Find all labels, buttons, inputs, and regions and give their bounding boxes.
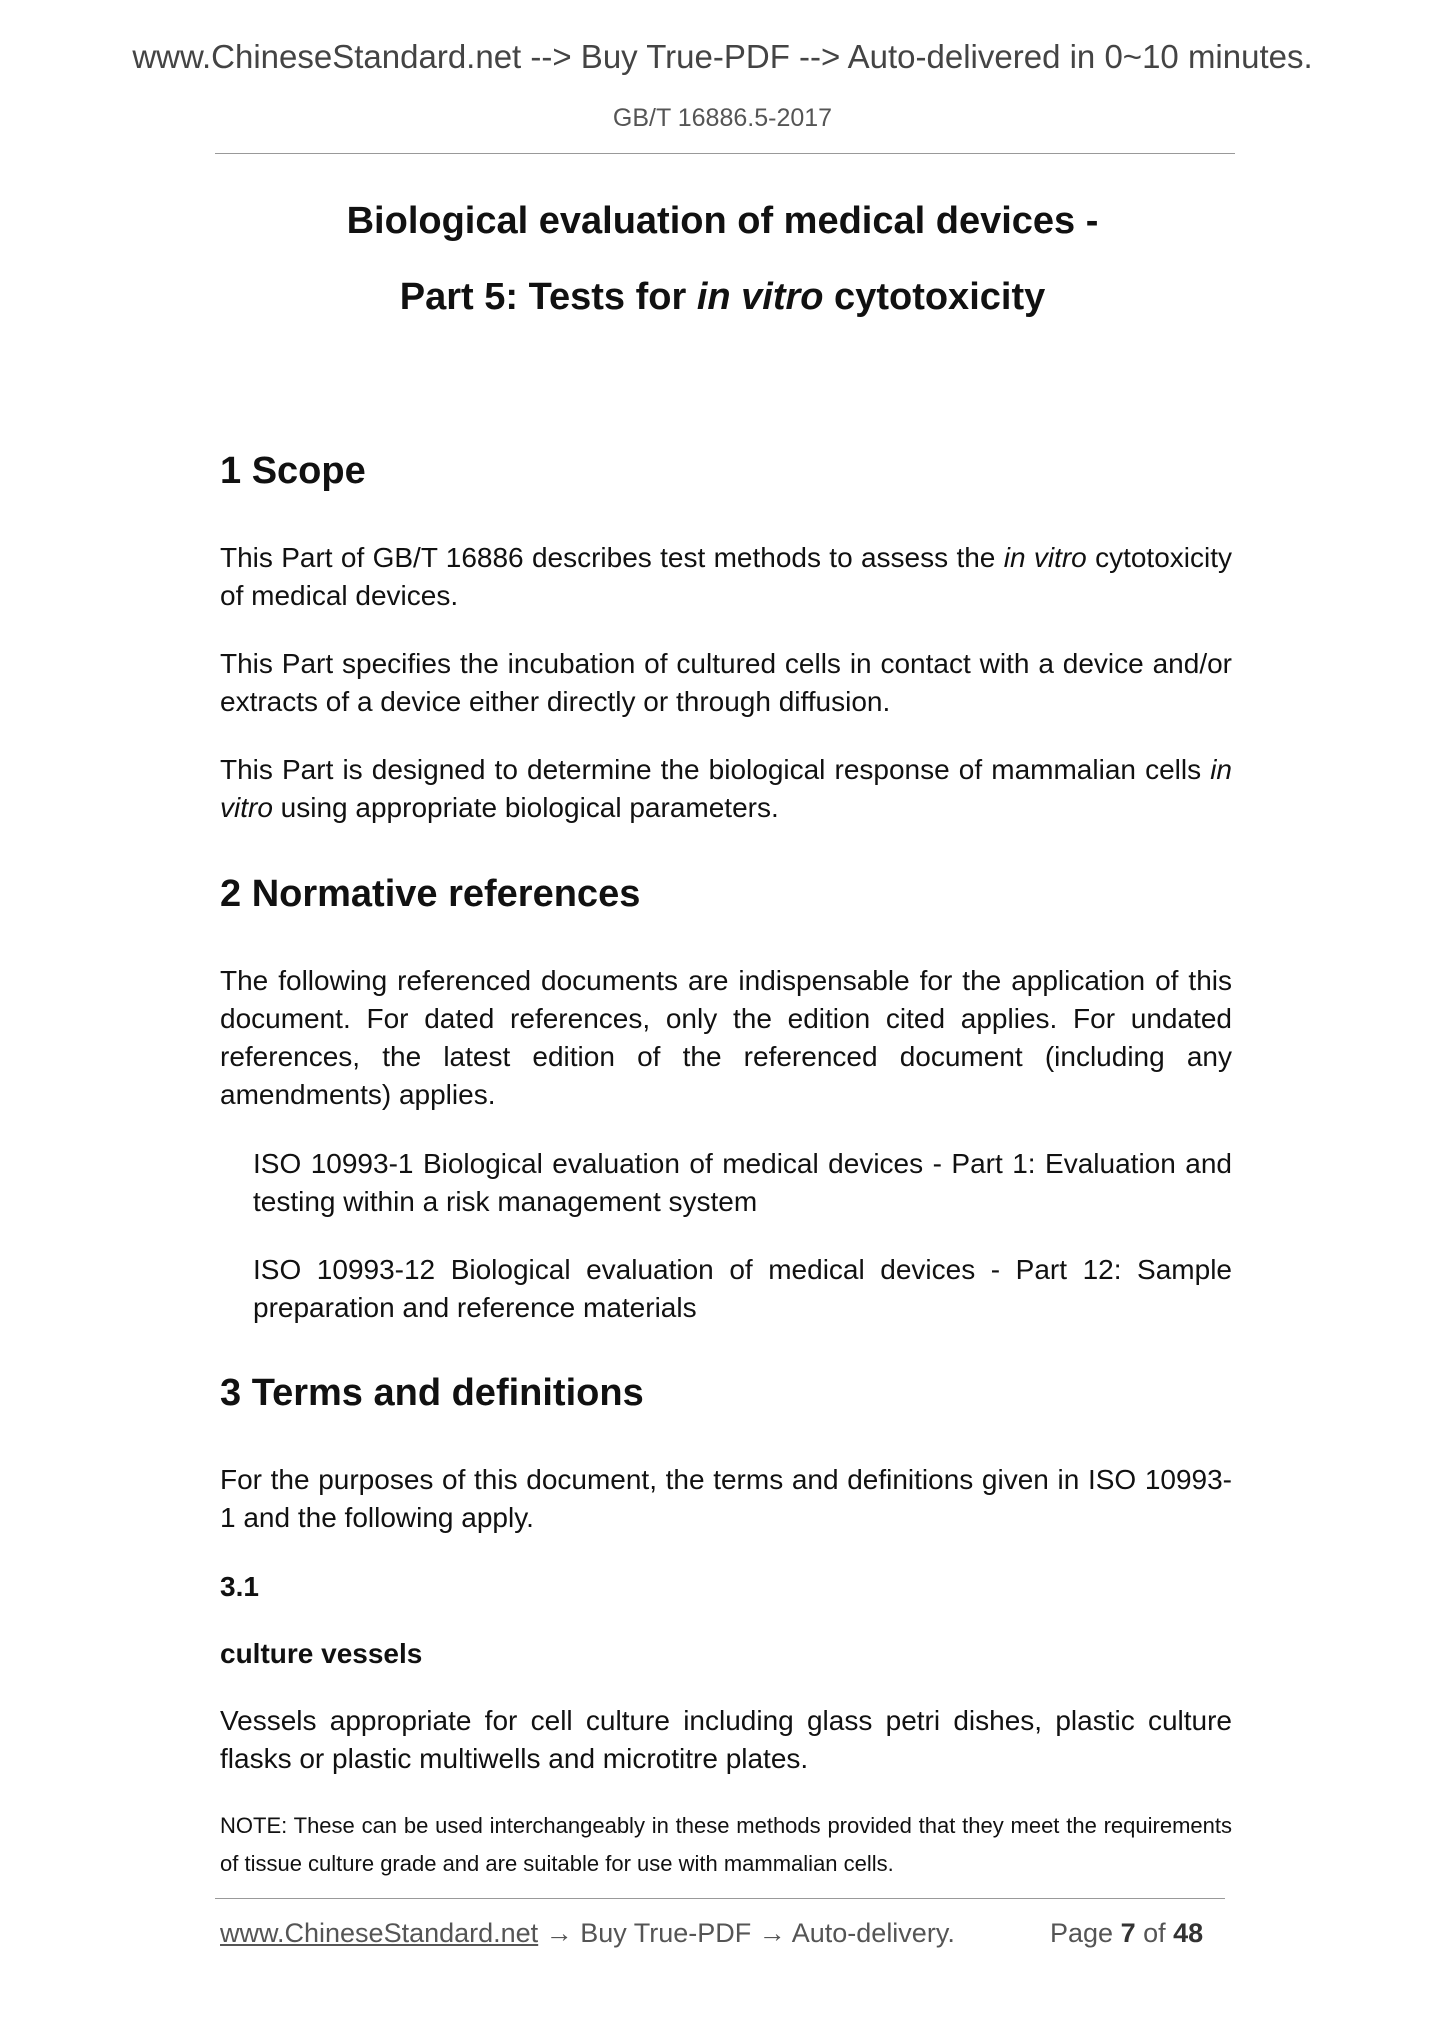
normative-paragraph: The following referenced documents are indispensable for the application of this document. For dated references, only the edition cited applies. For undated references, the latest edition of the referenced document (including any amendments) applies. [220, 965, 1232, 1110]
scope-paragraph-2: This Part specifies the incubation of cultured cells in contact with a device and/or extracts of a device either directly or through diffusion. [220, 648, 1232, 717]
term-definition: Vessels appropriate for cell culture including glass petri dishes, plastic culture flasks or plastic multiwells and microtitre plates. [220, 1705, 1232, 1774]
section-3-heading: 3 Terms and definitions [220, 1372, 644, 1414]
footer-site-link[interactable]: www.ChineseStandard.net [220, 1918, 539, 1948]
scope-p3-italic: in vitro [220, 754, 1232, 823]
footer-promo [220, 1918, 955, 1949]
scope-p1-text-b: cytotoxicity of medical devices. [220, 542, 1233, 611]
standard-code: GB/T 16886.5-2017 [612, 104, 833, 132]
term-note: NOTE: These can be used interchangeably in these methods provided that they meet the requirements of tissue culture grade and are suitable for use with mammalian cells. [220, 1813, 1232, 1876]
scope-p1-italic: in vitro [1003, 542, 1087, 573]
document-title-line1: Biological evaluation of medical devices - [346, 200, 1099, 242]
scope-paragraph-1 [220, 539, 1232, 615]
title-prefix: Part 5: Tests for [399, 276, 697, 318]
section-2-heading: 2 Normative references [220, 873, 641, 915]
header-divider [215, 153, 1235, 154]
of-label: of [1135, 1918, 1174, 1948]
term-number: 3.1 [220, 1571, 259, 1602]
title-suffix: cytotoxicity [823, 276, 1046, 318]
reference-iso-10993-12: ISO 10993-12 Biological evaluation of medical devices - Part 12: Sample preparation and reference materials [253, 1254, 1232, 1323]
footer-promo-text: → Buy True-PDF → Auto-delivery. [538, 1918, 955, 1948]
page-total: 48 [1173, 1918, 1204, 1948]
scope-paragraph-3 [220, 751, 1232, 827]
footer-divider [215, 1898, 1225, 1899]
top-banner: www.ChineseStandard.net --> Buy True-PDF --> Auto-delivered in 0~10 minutes. [132, 38, 1313, 75]
page-number: 7 [1120, 1918, 1136, 1948]
document-title-line2 [0, 276, 1445, 319]
page-label: Page [1050, 1918, 1121, 1948]
scope-p3-text-a: This Part is designed to determine the biological response of mammalian cells [220, 754, 1211, 785]
title-italic: in vitro [696, 276, 824, 318]
page-indicator [1050, 1918, 1203, 1949]
term-name: culture vessels [220, 1638, 423, 1669]
scope-p1-text-a: This Part of GB/T 16886 describes test methods to assess the [220, 542, 1004, 573]
scope-p3-text-b: using appropriate biological parameters. [272, 792, 779, 823]
reference-iso-10993-1: ISO 10993-1 Biological evaluation of medical devices - Part 1: Evaluation and testing within a risk management system [253, 1148, 1232, 1217]
section-1-heading: 1 Scope [220, 450, 366, 492]
terms-paragraph: For the purposes of this document, the terms and definitions given in ISO 10993-1 and the following apply. [220, 1464, 1232, 1533]
